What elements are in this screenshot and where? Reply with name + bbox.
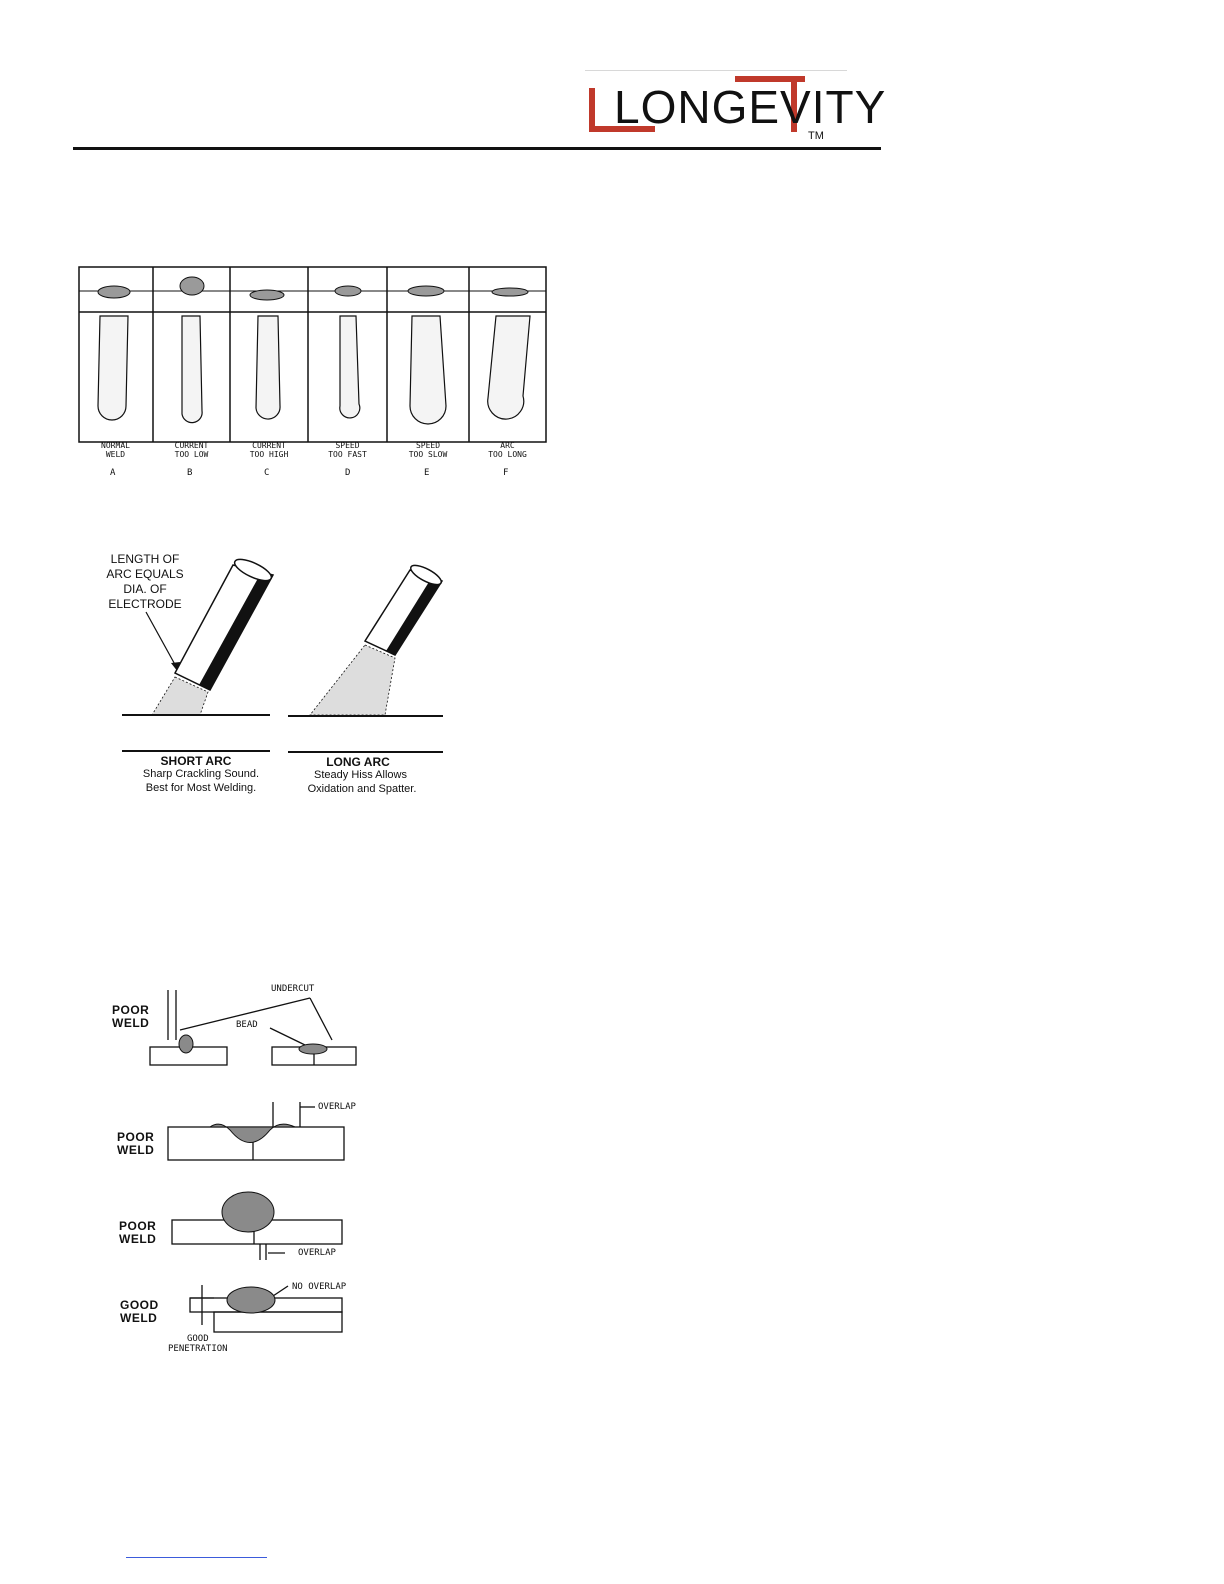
letter-b: B	[187, 468, 193, 478]
logo-wordmark: LONGEVITY	[614, 81, 887, 133]
bead-chart-drawing	[78, 266, 548, 446]
letter-c: C	[264, 468, 270, 478]
bead-chart-captions	[78, 441, 548, 481]
letter-d: D	[345, 468, 351, 478]
letter-e: E	[424, 468, 430, 478]
caption-normal-weld: NORMAL WELD	[101, 441, 130, 459]
caption-speed-too-fast: SPEED TOO FAST	[328, 441, 367, 459]
bead-chart-figure	[78, 266, 548, 446]
undercut-label: UNDERCUT	[271, 984, 315, 994]
short-arc-desc-2: Best for Most Welding.	[145, 782, 257, 794]
long-arc-desc-2: Oxidation and Spatter.	[307, 783, 417, 795]
arc-length-drawing	[110, 555, 460, 755]
footer-link-underline[interactable]	[126, 1557, 267, 1558]
good-weld-label: GOOD WELD	[120, 1298, 159, 1325]
poor-weld-label-1: POOR WELD	[112, 1003, 150, 1030]
overlap-label-1: OVERLAP	[318, 1102, 356, 1112]
caption-current-too-low: CURRENT TOO LOW	[174, 441, 209, 459]
letter-a: A	[110, 468, 116, 478]
logo-top-rule	[585, 70, 847, 71]
no-overlap-label: NO OVERLAP	[292, 1282, 347, 1292]
long-arc-desc-1: Steady Hiss Allows	[314, 769, 407, 781]
short-arc-title: SHORT ARC	[160, 754, 232, 768]
logo-trademark: TM	[808, 130, 824, 142]
caption-arc-too-long: ARC TOO LONG	[488, 441, 527, 459]
caption-speed-too-slow: SPEED TOO SLOW	[408, 441, 448, 459]
poor-weld-label-2: POOR WELD	[117, 1130, 155, 1157]
overlap-label-2: OVERLAP	[298, 1248, 336, 1258]
caption-current-too-high: CURRENT TOO HIGH	[249, 441, 289, 459]
poor-weld-label-3: POOR WELD	[119, 1219, 157, 1246]
arc-length-figure	[110, 555, 460, 755]
short-arc-desc-1: Sharp Crackling Sound.	[142, 768, 260, 780]
arc-length-callout: LENGTH OF ARC EQUALS DIA. OF ELECTRODE	[106, 552, 184, 611]
long-arc-title: LONG ARC	[326, 755, 390, 769]
header-rule	[73, 147, 881, 150]
good-penetration-label: GOOD PENETRATION	[168, 1334, 228, 1354]
letter-f: F	[503, 468, 509, 478]
bead-label: BEAD	[236, 1020, 258, 1030]
